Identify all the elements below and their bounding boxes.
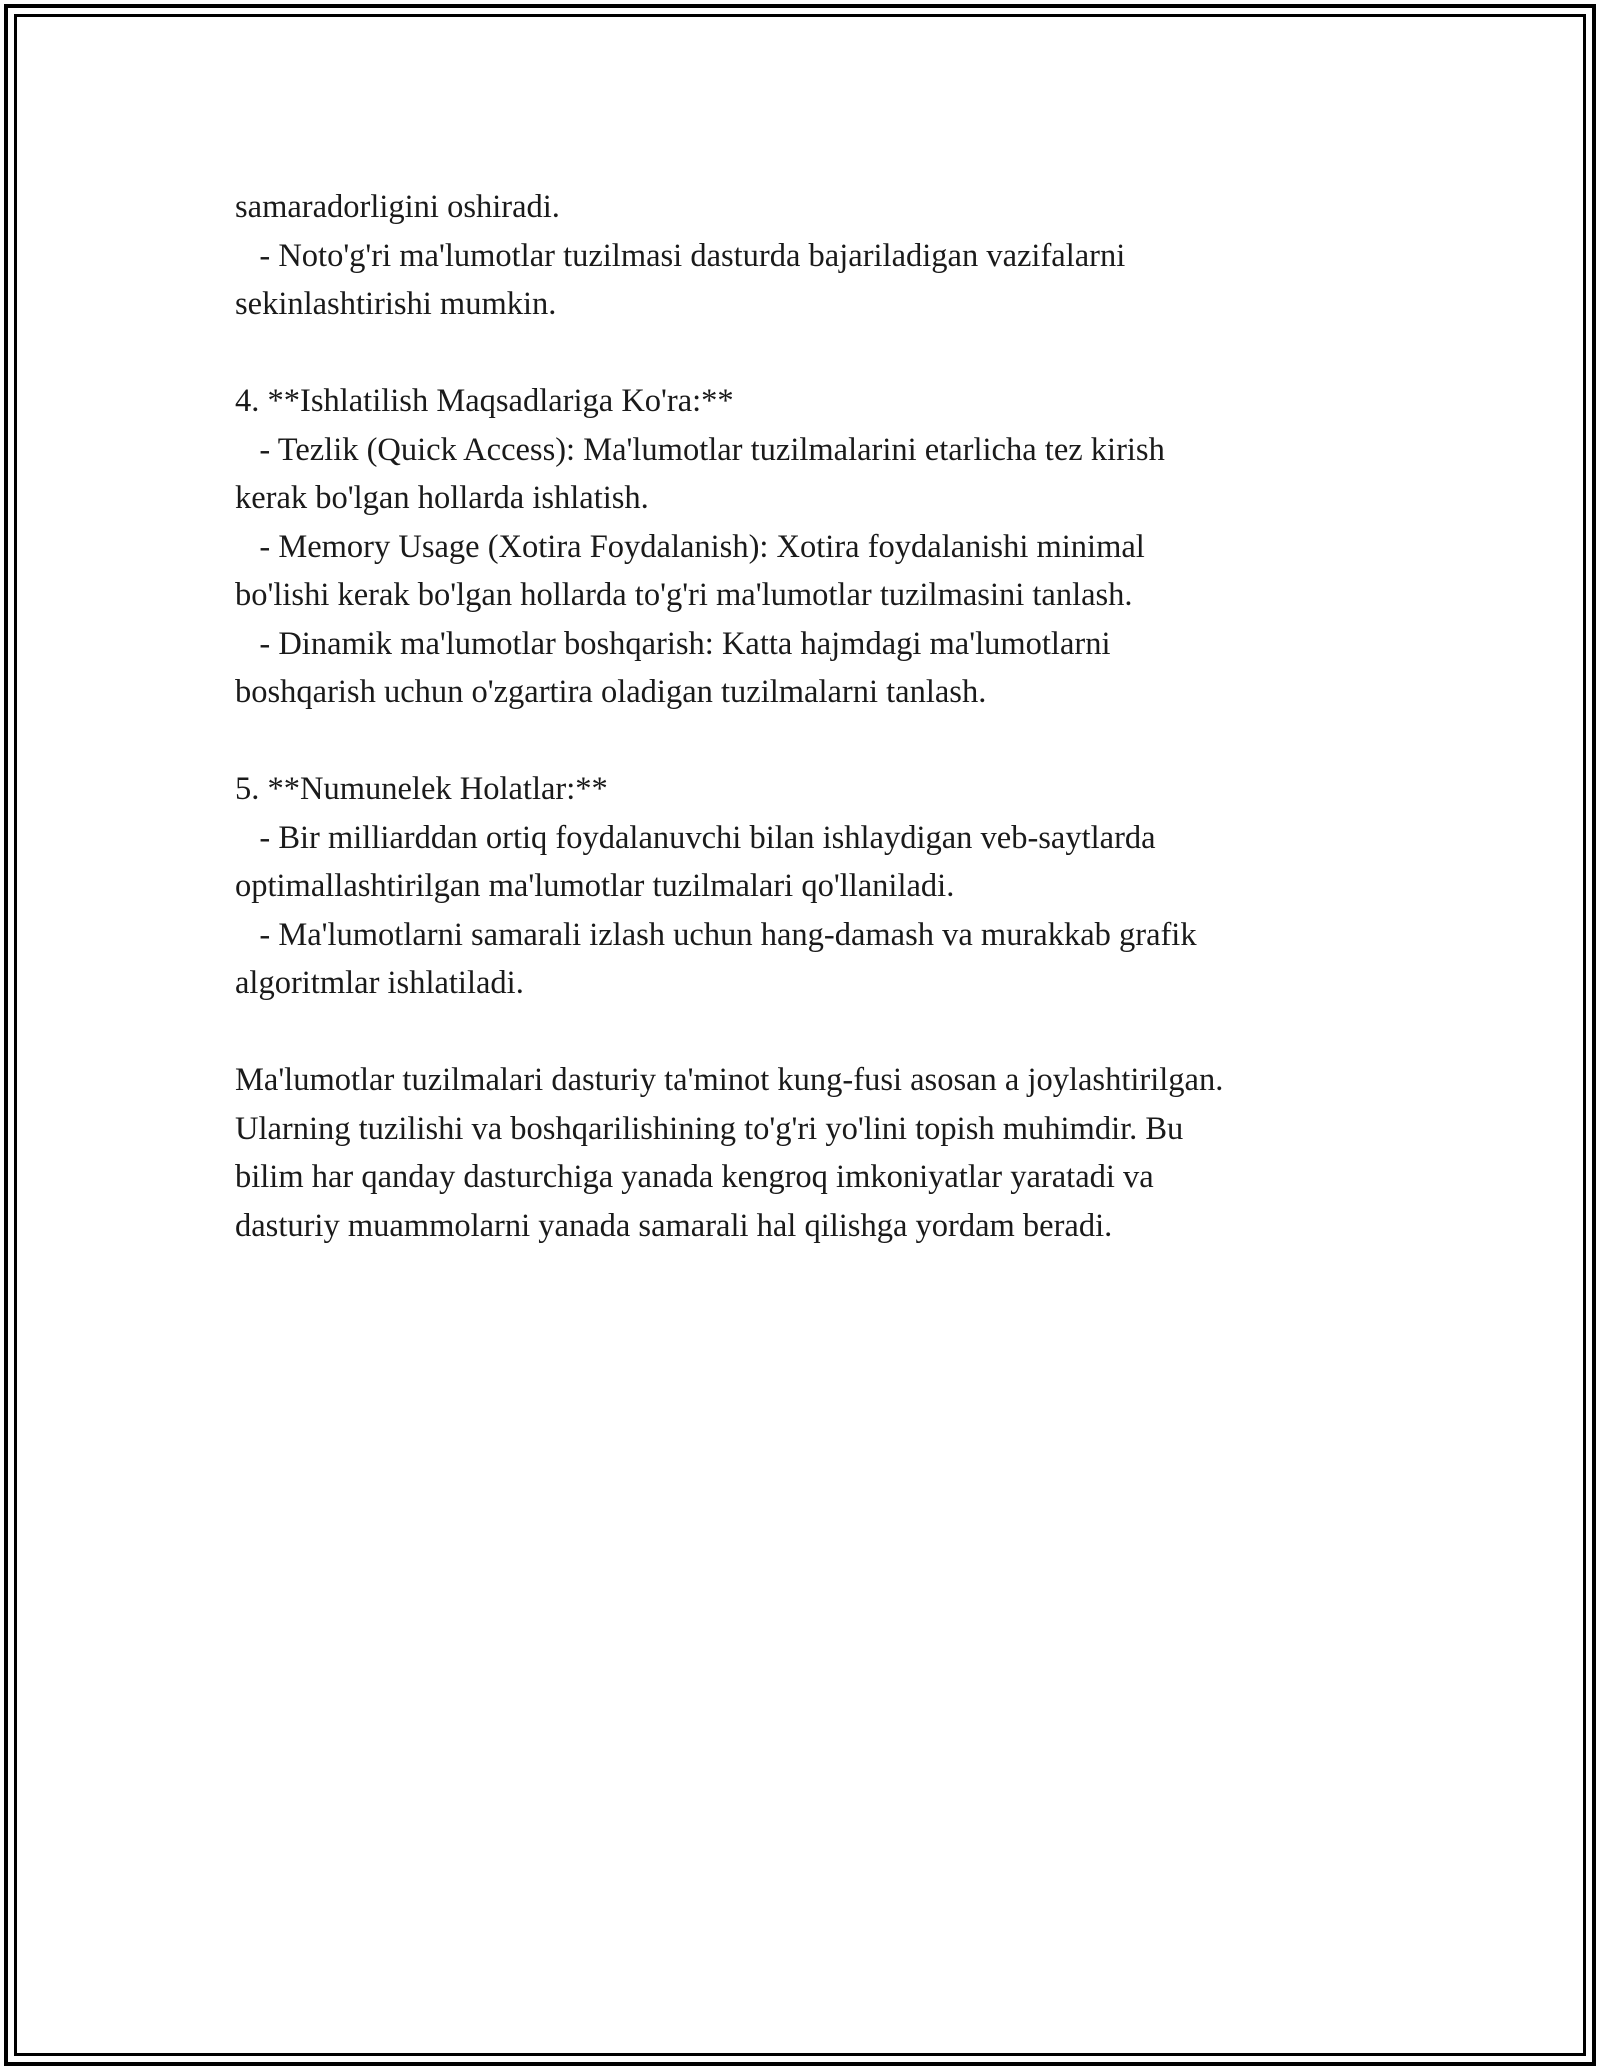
text-line: boshqarish uchun o'zgartira oladigan tuzilmalarni tanlash. (235, 674, 987, 710)
text-line: - Bir milliarddan ortiq foydalanuvchi bilan ishlaydigan veb-saytlarda (235, 819, 1156, 856)
text-line: kerak bo'lgan hollarda ishlatish. (235, 480, 649, 516)
text-line: - Tezlik (Quick Access): Ma'lumotlar tuzilmalarini etarlicha tez kirish (235, 431, 1165, 468)
conclusion-line: Ma'lumotlar tuzilmalari dasturiy ta'minot kung-fusi asosan a joylashtirilgan. (235, 1062, 1224, 1098)
section-heading: 5. **Numunelek Holatlar:** (235, 771, 608, 807)
conclusion-line: Ularning tuzilishi va boshqarilishining to'g'ri yo'lini topish muhimdir. Bu (235, 1110, 1184, 1147)
conclusion-line: dasturiy muammolarni yanada samarali hal qilishga yordam beradi. (235, 1207, 1113, 1244)
text-line: algoritmlar ishlatiladi. (235, 965, 524, 1001)
blank-line (235, 329, 1415, 378)
blank-line (235, 717, 1415, 766)
text-line: - Memory Usage (Xotira Foydalanish): Xotira foydalanishi minimal (235, 528, 1145, 565)
text-line: - Dinamik ma'lumotlar boshqarish: Katta hajmdagi ma'lumotlarni (235, 625, 1111, 662)
text-line: optimallashtirilgan ma'lumotlar tuzilmalari qo'llaniladi. (235, 868, 955, 904)
section-heading: 4. **Ishlatilish Maqsadlariga Ko'ra:** (235, 383, 734, 419)
text-line: bo'lishi kerak bo'lgan hollarda to'g'ri ma'lumotlar tuzilmasini tanlash. (235, 577, 1133, 613)
text-line: samaradorligini oshiradi. (235, 189, 560, 225)
text-line: - Ma'lumotlarni samarali izlash uchun hang-damash va murakkab grafik (235, 916, 1197, 953)
document-body (235, 183, 1415, 1250)
text-line: - Noto'g'ri ma'lumotlar tuzilmasi dasturda bajariladigan vazifalarni (235, 237, 1126, 274)
conclusion-line: bilim har qanday dasturchiga yanada kengroq imkoniyatlar yaratadi va (235, 1159, 1154, 1195)
blank-line (235, 1008, 1415, 1057)
text-line: sekinlashtirishi mumkin. (235, 286, 557, 322)
